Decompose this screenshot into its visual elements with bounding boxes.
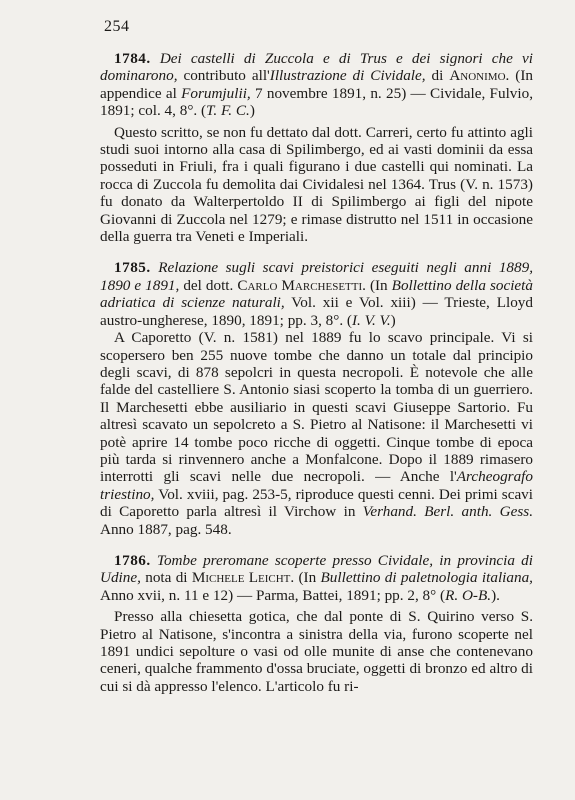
heading-text: di bbox=[425, 67, 450, 85]
reviewer-initials: I. V. V. bbox=[351, 311, 391, 329]
heading-text: Anno xvii, n. 11 e 12) — Parma, Battei, 1891; pp. 2, 8° ( bbox=[100, 586, 446, 604]
heading-text: ). bbox=[491, 586, 500, 604]
entry-heading bbox=[100, 50, 533, 120]
entry-1784 bbox=[100, 50, 533, 245]
entry-heading bbox=[100, 259, 533, 329]
entry-number: 1784. bbox=[114, 50, 151, 67]
entry-body bbox=[100, 124, 533, 246]
entry-paragraph bbox=[100, 329, 533, 538]
heading-text: Vol. xii e Vol. xiii) — Trieste, Lloyd austro-ungherese, 1890, 1891; pp. 3, 8°. ( bbox=[100, 294, 533, 329]
entry-number: 1785. bbox=[114, 259, 151, 277]
paragraph-text: A Caporetto (V. n. 1581) nel 1889 fu lo scavo principale. Vi si scopersero ben 255 nuove tombe che danno un totale dal principio degli scavi, di 878 sepolcri in questa necropoli. È notevole che alle falde del castelliere S. Antonio siasi scoperto la tomba di un guerriero. Il Marchesetti ebbe ausiliario in questi scavi Giuseppe Sartorio. Fu altresì scavato un sepolcreto a S. Pietro al Natisone: il Marchesetti vi potè aprire 14 tombe poco ricche di oggetti. Cinque tombe di epoca più tarda si rinvennero anche a Monfalcone. Dopo il 1889 rimasero interrotti gli scavi nelle due necropoli. — Anche l' bbox=[100, 329, 533, 486]
publication-title: Verhand. Berl. anth. Gess. bbox=[362, 503, 533, 521]
publication-title: Bollettino della società adriatica di scienze naturali, bbox=[100, 276, 533, 312]
heading-text: . (In appendice al bbox=[100, 67, 533, 102]
heading-text: nota di bbox=[140, 569, 192, 587]
publication-title: Illustrazione di Cividale, bbox=[269, 67, 426, 85]
entry-number: 1786. bbox=[114, 551, 151, 569]
entry-paragraph: Presso alla chiesetta gotica, che dal ponte di S. Quirino verso S. Pietro al Natisone, s'incontra a sinistra della via, furono scoperte nel 1891 undici sepolture o vasi od olle munite di anse che contenevano ceneri, qualche frammento d'ossa bruciate, oggetti di bronzo ed altro di cui si dà appresso l'elenco. L'articolo fu ri- bbox=[100, 608, 533, 695]
heading-text: . (In bbox=[290, 569, 321, 587]
author-name: Anonimo bbox=[449, 67, 506, 85]
reviewer-initials: T. F. C. bbox=[206, 102, 250, 120]
heading-text: del dott. bbox=[179, 276, 238, 294]
paragraph-text: Anno 1887, pag. 548. bbox=[100, 520, 232, 538]
publication-title: Archeografo triestino, bbox=[100, 468, 533, 503]
heading-text: ) bbox=[390, 311, 396, 329]
entry-body bbox=[100, 608, 533, 695]
heading-text: . (In bbox=[362, 276, 392, 294]
author-name: Michele Leicht bbox=[191, 569, 291, 587]
paragraph-text: Vol. xviii, pag. 253-5, riproduce questi cenni. Dei primi scavi di Caporetto parla altresì il Virchow in bbox=[100, 485, 533, 521]
heading-text: 7 novembre 1891, n. 25) — Cividale, Fulvio, 1891; col. 4, 8°. ( bbox=[100, 84, 533, 120]
entry-heading bbox=[100, 552, 533, 604]
page-number: 254 bbox=[104, 18, 130, 35]
entry-title: Tombe preromane scoperte presso Cividale, in provincia di Udine, bbox=[100, 551, 533, 587]
reviewer-initials: R. O-B. bbox=[445, 586, 492, 604]
entry-1786 bbox=[100, 552, 533, 695]
author-name: Carlo Marchesetti bbox=[237, 276, 363, 294]
publication-title: Bullettino di paletnologia italiana, bbox=[320, 569, 533, 587]
entry-title: Relazione sugli scavi preistorici eseguiti negli anni 1889, 1890 e 1891, bbox=[100, 259, 533, 294]
heading-text: contributo all' bbox=[177, 67, 270, 85]
entry-body bbox=[100, 329, 533, 538]
entry-paragraph: Questo scritto, se non fu dettato dal dott. Carreri, certo fu attinto agli studi suoi intorno alla casa di Spilimbergo, ed ai vasti dominii da essa posseduti in Friuli, fra i quali figurano i due castelli qui nominati. La rocca di Zuccola fu demolita dai Cividalesi nel 1364. Trus (V. n. 1573) fu donato da Walterpertoldo II di Spilimbergo ai figli del nipote Giovanni di Zuccola nel 1279; e rimase distrutto nel 1511 in occasione della guerra tra Veneti e Imperiali. bbox=[100, 123, 533, 246]
publication-title: Forumjulii, bbox=[181, 84, 251, 102]
entry-title: Dei castelli di Zuccola e di Trus e dei signori che vi dominarono, bbox=[100, 50, 533, 85]
entry-1785 bbox=[100, 259, 533, 538]
heading-text: ) bbox=[249, 102, 255, 120]
